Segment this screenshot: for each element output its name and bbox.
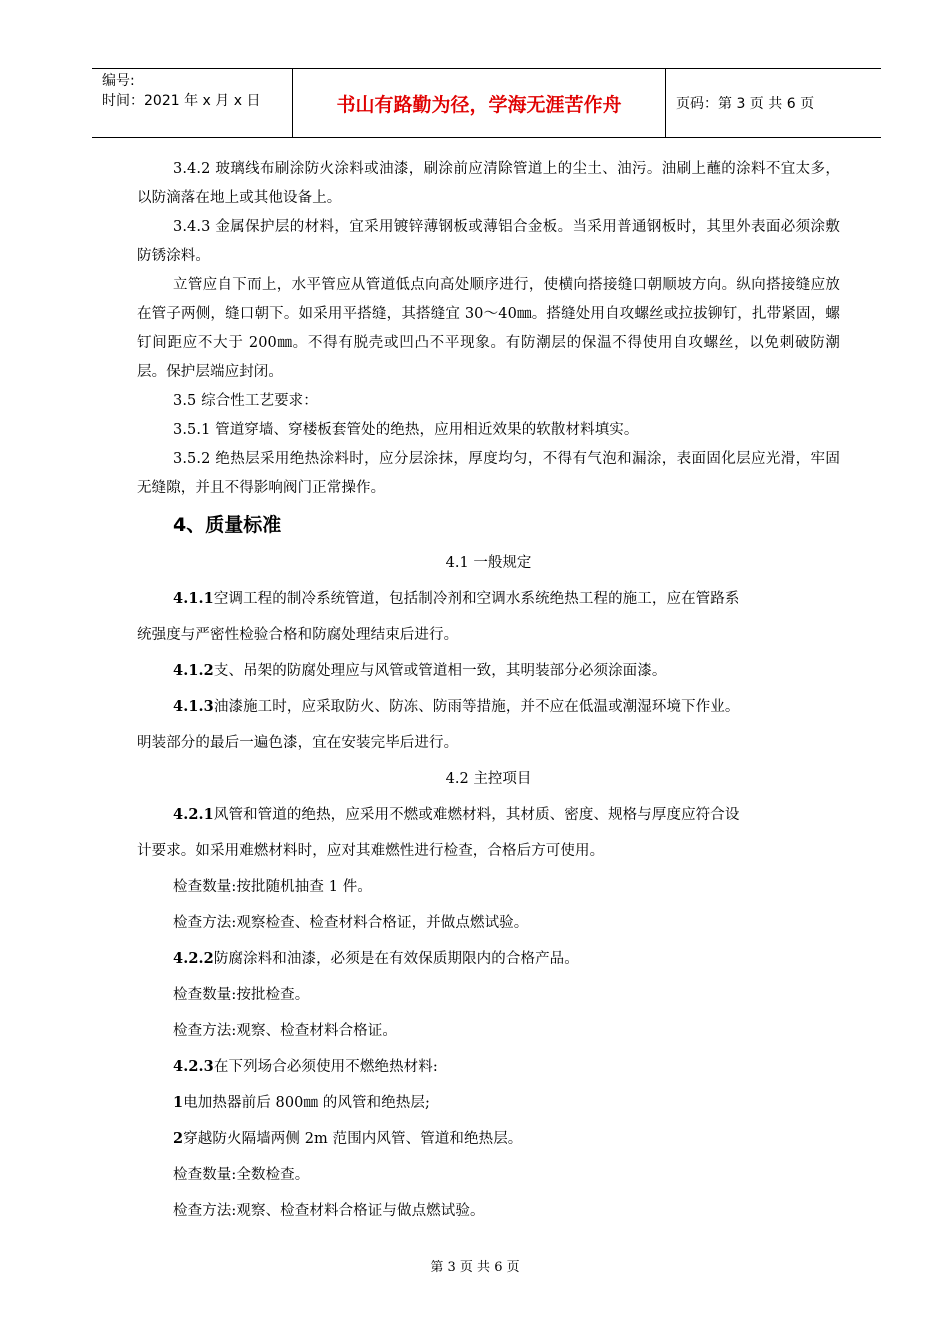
page-footer: 第 3 页 共 6 页: [430, 1260, 520, 1275]
list-text: 穿越防火隔墙两侧 2m 范围内风管、管道和绝热层。: [183, 1131, 523, 1147]
item-text: 在下列场合必须使用不燃绝热材料:: [213, 1059, 438, 1075]
doc-time-label: 时间：2021 年 x 月 x 日: [102, 93, 261, 109]
section-title-4: 4、质量标准: [173, 514, 282, 536]
header-motto: 书山有路勤为径，学海无涯苦作舟: [293, 69, 666, 137]
check-quantity-4-2-2: 检查数量:按批检查。: [173, 987, 310, 1003]
item-number: 4.1.1: [173, 590, 214, 607]
doc-number-label: 编号:: [102, 73, 135, 89]
subheading-4-1: 4.1 一般规定: [445, 555, 532, 571]
paragraph-3-5: 3.5 综合性工艺要求：: [173, 393, 318, 409]
item-text: 防腐涂料和油漆，必须是在有效保质期限内的合格产品。: [213, 951, 579, 967]
item-4-2-2: [137, 941, 840, 977]
list-item-1: [137, 1085, 840, 1121]
paragraph-vertical-pipes: 立管应自下而上，水平管应从管道低点向高处顺序进行，使横向搭接缝口朝顺坡方向。纵向搭接缝应放在管子两侧，缝口朝下。如采用平搭缝，其搭缝宜 30～40㎜。搭缝处用自攻螺丝或拉拔铆钉，扎带紧固，螺钉间距应不大于 200㎜。不得有脱壳或凹凸不平现象。有防潮层的保温不得使用自攻螺丝，以免刺破防潮层。保护层端应封闭。: [137, 277, 840, 380]
item-number: 4.1.2: [173, 662, 214, 679]
header-page-label: 页码：第 3 页 共 6 页: [676, 96, 815, 112]
item-text: 空调工程的制冷系统管道，包括制冷剂和空调水系统绝热工程的施工，应在管路系: [213, 591, 740, 607]
header-meta: [92, 69, 293, 137]
paragraph-3-5-1: 3.5.1 管道穿墙、穿楼板套管处的绝热，应用相近效果的软散材料填实。: [173, 422, 639, 438]
item-4-1-3-cont: 明装部分的最后一遍色漆，宜在安装完毕后进行。: [137, 735, 459, 751]
item-number: 4.2.2: [173, 950, 214, 967]
list-number: 2: [173, 1130, 184, 1147]
item-number: 4.2.1: [173, 806, 214, 823]
list-item-2: [137, 1121, 840, 1157]
item-4-1-1: [137, 581, 840, 617]
item-4-2-1: [137, 797, 840, 833]
check-method-4-2-1: 检查方法:观察检查、检查材料合格证，并做点燃试验。: [173, 915, 529, 931]
item-4-1-3: [137, 689, 840, 725]
check-method-4-2-2: 检查方法:观察、检查材料合格证。: [173, 1023, 397, 1039]
item-4-1-2: [137, 653, 840, 689]
page-header: [92, 68, 881, 138]
item-4-2-3: [137, 1049, 840, 1085]
item-number: 4.1.3: [173, 698, 214, 715]
item-4-2-1-cont: 计要求。如采用难燃材料时，应对其难燃性进行检查，合格后方可使用。: [137, 843, 605, 859]
item-text: 油漆施工时，应采取防火、防冻、防雨等措施，并不应在低温或潮湿环境下作业。: [213, 699, 740, 715]
paragraph-3-4-3: 3.4.3 金属保护层的材料，宜采用镀锌薄钢板或薄铝合金板。当采用普通钢板时，其里外表面必须涂敷防锈涂料。: [137, 219, 840, 264]
check-quantity-4-2-3: 检查数量:全数检查。: [173, 1167, 310, 1183]
item-text: 风管和管道的绝热，应采用不燃或难燃材料，其材质、密度、规格与厚度应符合设: [213, 807, 740, 823]
item-4-1-1-cont: 统强度与严密性检验合格和防腐处理结束后进行。: [137, 627, 459, 643]
list-number: 1: [173, 1094, 184, 1111]
paragraph-3-5-2: 3.5.2 绝热层采用绝热涂料时，应分层涂抹，厚度均匀，不得有气泡和漏涂，表面固化层应光滑，牢固无缝隙，并且不得影响阀门正常操作。: [137, 451, 840, 496]
paragraph-3-4-2: 3.4.2 玻璃线布刷涂防火涂料或油漆，刷涂前应清除管道上的尘土、油污。油刷上蘸的涂料不宜太多，以防滴落在地上或其他设备上。: [137, 161, 840, 206]
list-text: 电加热器前后 800㎜ 的风管和绝热层;: [183, 1095, 430, 1111]
check-method-4-2-3: 检查方法:观察、检查材料合格证与做点燃试验。: [173, 1203, 485, 1219]
document-body: [137, 155, 840, 1229]
item-number: 4.2.3: [173, 1058, 214, 1075]
subheading-4-2: 4.2 主控项目: [445, 771, 532, 787]
check-quantity-4-2-1: 检查数量:按批随机抽查 1 件。: [173, 879, 372, 895]
item-text: 支、吊架的防腐处理应与风管或管道相一致，其明装部分必须涂面漆。: [213, 663, 667, 679]
